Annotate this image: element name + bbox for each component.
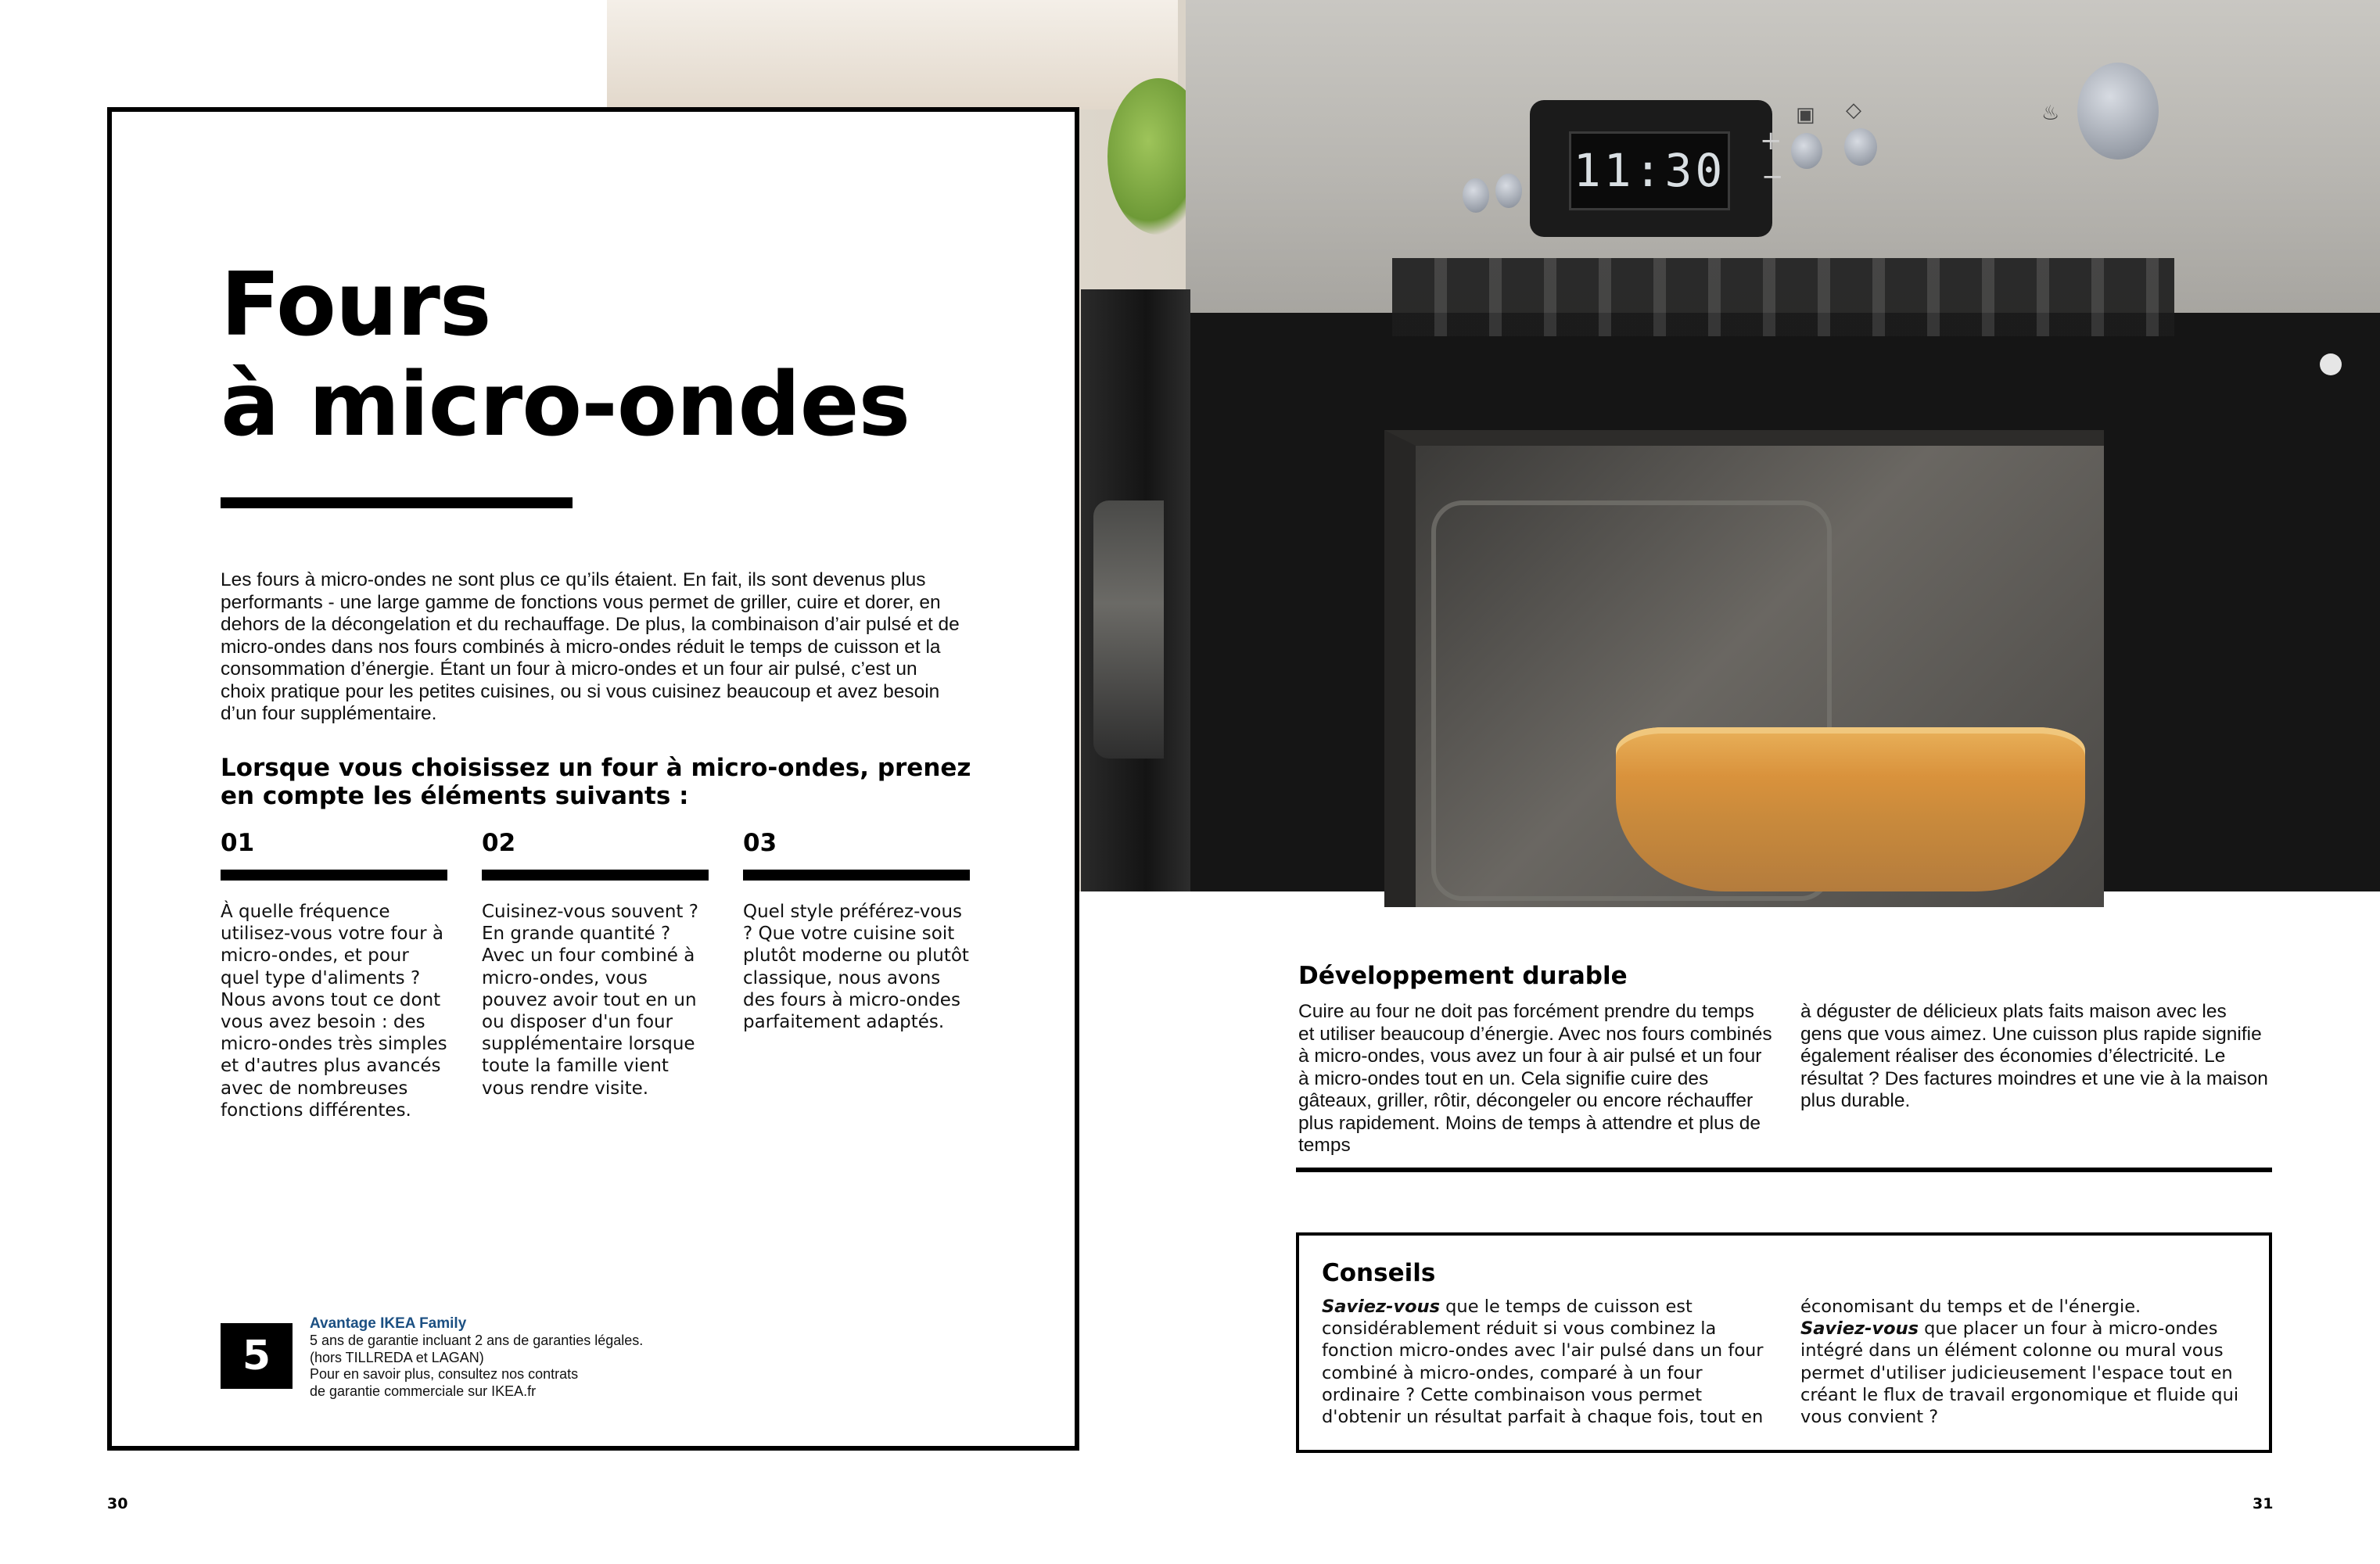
criterion-number: 03 <box>743 829 777 857</box>
grill-icon: ◇ <box>1846 99 1861 122</box>
tip-1 <box>1322 1296 1775 1428</box>
minus-icon: − <box>1761 161 1784 192</box>
oven-door <box>1081 289 1190 891</box>
sustainability-heading: Développement durable <box>1298 962 1628 990</box>
section-divider <box>1296 1168 2272 1172</box>
page-number-right: 31 <box>2253 1495 2274 1512</box>
oven-button <box>1463 178 1489 213</box>
family-line: Pour en savoir plus, consultez nos contrats <box>310 1366 579 1382</box>
criterion-number: 01 <box>221 829 255 857</box>
page-title <box>221 255 910 455</box>
family-line: 5 ans de garantie incluant 2 ans de garanties légales. <box>310 1333 644 1348</box>
oven-dial <box>2077 63 2159 160</box>
criterion-text: Quel style préférez-vous ? Que votre cuisine soit plutôt moderne ou plutôt classique, nous avons des fours à micro-ondes parfaitement adaptés. <box>743 902 969 1033</box>
criterion-rule <box>221 870 447 881</box>
family-line: (hors TILLREDA et LAGAN) <box>310 1349 484 1365</box>
criterion-rule <box>482 870 709 881</box>
tip-continuation: économisant du temps et de l'énergie. <box>1800 1297 2141 1317</box>
page-number-left: 30 <box>107 1495 128 1512</box>
oven-button <box>1844 128 1877 166</box>
criterion-text: Cuisinez-vous souvent ? En grande quantité ? Avec un four combiné à micro-ondes, vous pouvez avoir tout en un ou disposer d'un four supplémentaire lorsque toute la famille vient vous rendre visite. <box>482 902 698 1099</box>
oven-vents <box>1392 258 2174 336</box>
criterion-text: À quelle fréquence utilisez-vous votre four à micro-ondes, et pour quel type d'aliments ? Nous avons tout ce dont vous avez besoin : des micro-ondes très simples et d'autres plus avancés avec de nombreuses fonctions différentes. <box>221 902 447 1121</box>
sustainability-text-col1: Cuire au four ne doit pas forcément prendre du temps et utiliser beaucoup d’énergie. Avec nos fours combinés à micro-ondes, vous avez un four à air pulsé et un four à micro-ondes tout en un. Cela signifie cuire des gâteaux, griller, rôtir, décongeler ou encore réchauffer plus rapidement. Moins de temps à attendre et plus de temps <box>1298 1001 1772 1156</box>
window-background <box>607 0 1178 109</box>
oven-display: 11:30 <box>1569 131 1730 210</box>
tip-text: que placer un four à micro-ondes intégré dans un élément colonne ou mural vous permet d'utiliser judicieusement l'espace tout en créant le flux de travail ergonomique et fluide qui vous convient ? <box>1800 1318 2239 1428</box>
tip-text: que le temps de cuisson est considérablement réduit si vous combinez la fonction micro-ondes avec l'air pulsé dans un four combiné à micro-ondes, comparé à un four ordinaire ? Cette combinaison vous permet d'obtenir un résultat parfait à chaque fois, tout en <box>1322 1297 1764 1428</box>
criterion-3 <box>743 827 970 1033</box>
title-line-2: à micro-ondes <box>221 354 910 456</box>
fan-icon: ▣ <box>1796 103 1815 127</box>
tips-heading: Conseils <box>1322 1259 1436 1287</box>
sustainability-text-col2: à déguster de délicieux plats faits maison avec les gens que vous aimez. Une cuisson plus rapide signifie également réaliser des économies d’électricité. Le résultat ? Des factures moindres et une vie à la maison plus durable. <box>1800 1001 2268 1111</box>
hinge-screw <box>2320 353 2342 375</box>
door-window <box>1093 500 1164 759</box>
quiche-dish <box>1616 727 2085 891</box>
tip-lead: Saviez-vous <box>1800 1318 1919 1340</box>
title-line-1: Fours <box>221 254 491 356</box>
criterion-2 <box>482 827 709 1099</box>
oven-button <box>1791 133 1822 169</box>
intro-paragraph: Les fours à micro-ondes ne sont plus ce qu’ils étaient. En fait, ils sont devenus plus performants - une large gamme de fonctions vous permet de griller, cuire et dorer, en dehors de la décongelation et du rechauffage. De plus, la combinaison d’air pulsé et de micro-ondes dans nos fours combinés à micro-ondes réduit le temps de cuisson et la consommation d’énergie. Étant un four à micro-ondes et un four air pulsé, c’est un choix pratique pour les petites cuisines, ou si vous cuisinez beaucoup et avez besoin d’un four supplémentaire. <box>221 569 960 724</box>
defrost-icon: ♨ <box>2041 102 2060 125</box>
criteria-heading: Lorsque vous choisissez un four à micro-ondes, prenez en compte les éléments suivants : <box>221 754 971 810</box>
tip-2 <box>1800 1296 2262 1428</box>
tip-lead: Saviez-vous <box>1322 1297 1440 1317</box>
criterion-number: 02 <box>482 829 516 857</box>
plus-icon: + <box>1760 125 1782 156</box>
criterion-rule <box>743 870 970 881</box>
warranty-years-badge: 5 <box>221 1323 293 1389</box>
oven-button <box>1495 174 1522 208</box>
criterion-1 <box>221 827 447 1121</box>
family-line: de garantie commerciale sur IKEA.fr <box>310 1383 537 1399</box>
ikea-family-note <box>310 1315 779 1400</box>
family-title: Avantage IKEA Family <box>310 1315 467 1332</box>
title-rule <box>221 497 573 508</box>
